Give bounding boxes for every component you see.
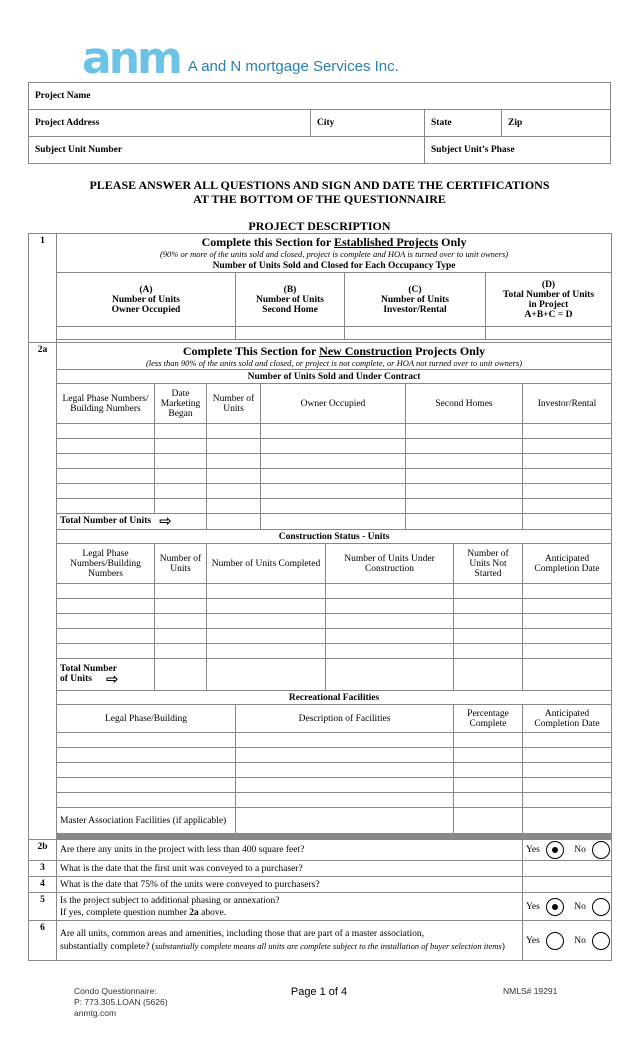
zip-field[interactable]: Zip bbox=[502, 110, 611, 137]
rec-col-percentage: Percentage Complete bbox=[454, 705, 523, 733]
question-6-yes-radio[interactable] bbox=[546, 932, 564, 950]
logo-mark: anm bbox=[82, 33, 180, 84]
question-6-text: Are all units, common areas and amenities, including those that are part of a master association, substantially complete? (substantially complete means all units are complete subject to the installation of buyer selection items) bbox=[57, 921, 523, 961]
question-3-text: What is the date that the first unit was conveyed to a purchaser? bbox=[57, 861, 523, 877]
construction-row[interactable] bbox=[29, 584, 612, 599]
footer-nmls: NMLS# 19291 bbox=[503, 986, 558, 996]
section-1-heading: Complete this Section for Established Projects Only (90% or more of the units sold and closed, project is complete and HOA is turned over to unit owners) Number of Units Sold and Closed for Each Occupancy Type bbox=[57, 234, 612, 273]
footer-page-number: Page 1 of 4 bbox=[290, 986, 348, 998]
col-c-investor-rental: (C) Number of Units Investor/Rental bbox=[345, 273, 486, 327]
question-6-answer: Yes No bbox=[523, 921, 612, 961]
input-a[interactable] bbox=[57, 327, 236, 340]
question-4-text: What is the date that 75% of the units were conveyed to purchasers? bbox=[57, 877, 523, 893]
input-d[interactable] bbox=[486, 327, 612, 340]
construction-row[interactable] bbox=[29, 644, 612, 659]
question-6-no-radio[interactable] bbox=[592, 932, 610, 950]
recreational-row[interactable] bbox=[29, 733, 612, 748]
master-association-label: Master Association Facilities (if applicable) bbox=[57, 808, 236, 834]
recreational-row[interactable] bbox=[29, 748, 612, 763]
input-b[interactable] bbox=[236, 327, 345, 340]
recreational-row[interactable] bbox=[29, 793, 612, 808]
company-logo bbox=[82, 33, 399, 84]
city-field[interactable]: City bbox=[311, 110, 425, 137]
col-b-second-home: (B) Number of Units Second Home bbox=[236, 273, 345, 327]
cons-col-completion-date: Anticipated Completion Date bbox=[523, 544, 612, 584]
sold-total-units[interactable] bbox=[207, 514, 261, 530]
sold-col-legal-phase: Legal Phase Numbers/ Building Numbers bbox=[57, 384, 155, 424]
question-6: 6 Are all units, common areas and amenities, including those that are part of a master association, substantially complete? (substantially complete means all units are complete subject to the installation of buyer selection items) Yes No bbox=[29, 921, 612, 961]
sold-row[interactable] bbox=[29, 424, 612, 439]
sold-col-owner-occupied: Owner Occupied bbox=[261, 384, 406, 424]
sold-row[interactable] bbox=[29, 469, 612, 484]
cons-col-number-units: Number of Units bbox=[155, 544, 207, 584]
question-5: 5 Is the project subject to additional phasing or annexation? If yes, complete question number 2a above. Yes No bbox=[29, 893, 612, 921]
project-name-field[interactable]: Project Name bbox=[29, 83, 611, 110]
state-field[interactable]: State bbox=[425, 110, 502, 137]
project-address-field[interactable]: Project Address bbox=[29, 110, 311, 137]
question-5-yes-radio[interactable] bbox=[546, 898, 564, 916]
question-5-text: Is the project subject to additional phasing or annexation? If yes, complete question number 2a above. bbox=[57, 893, 523, 921]
subject-unit-phase-field[interactable]: Subject Unit’s Phase bbox=[425, 137, 611, 164]
question-2b-answer: Yes No bbox=[523, 840, 612, 861]
recreational-row[interactable] bbox=[29, 763, 612, 778]
question-5-answer: Yes No bbox=[523, 893, 612, 921]
instructions-line1: PLEASE ANSWER ALL QUESTIONS AND SIGN AND DATE THE CERTIFICATIONS bbox=[89, 178, 550, 192]
sold-row[interactable] bbox=[29, 439, 612, 454]
instructions bbox=[28, 178, 611, 206]
section-2a-note: (less than 90% of the units sold and closed, or project is not complete, or HOA not turned over to unit owners) bbox=[145, 358, 523, 368]
section-2a-number: 2a bbox=[29, 343, 57, 840]
rec-col-completion-date: Anticipated Completion Date bbox=[523, 705, 612, 733]
sold-col-number-units: Number of Units bbox=[207, 384, 261, 424]
project-header-table bbox=[28, 82, 611, 164]
rec-col-description: Description of Facilities bbox=[236, 705, 454, 733]
construction-row[interactable] bbox=[29, 599, 612, 614]
construction-total-units[interactable] bbox=[155, 659, 207, 691]
question-3: 3 What is the date that the first unit was conveyed to a purchaser? bbox=[29, 861, 612, 877]
sold-under-contract-title: Number of Units Sold and Under Contract bbox=[57, 370, 612, 384]
cons-col-completed: Number of Units Completed bbox=[207, 544, 326, 584]
sold-row[interactable] bbox=[29, 454, 612, 469]
subject-unit-number-field[interactable]: Subject Unit Number bbox=[29, 137, 425, 164]
recreational-row[interactable] bbox=[29, 778, 612, 793]
project-description-title: PROJECT DESCRIPTION bbox=[248, 219, 391, 233]
section-1-number: 1 bbox=[29, 234, 57, 343]
question-5-no-radio[interactable] bbox=[592, 898, 610, 916]
question-2b-yes-radio[interactable] bbox=[546, 841, 564, 859]
section-2a-heading: Complete This Section for New Construction Projects Only (less than 90% of the units sold and closed, or project is not complete, or HOA not turned over to unit owners) bbox=[57, 343, 612, 370]
question-2b: 2b Are there any units in the project with less than 400 square feet? Yes No bbox=[29, 840, 612, 861]
sold-row[interactable] bbox=[29, 499, 612, 514]
question-3-answer-field[interactable] bbox=[523, 861, 612, 877]
construction-row[interactable] bbox=[29, 614, 612, 629]
right-arrow-icon: ⇨ bbox=[159, 512, 172, 531]
sold-col-second-homes: Second Homes bbox=[406, 384, 523, 424]
cons-col-under-construction: Number of Units Under Construction bbox=[326, 544, 454, 584]
recreational-facilities-title: Recreational Facilities bbox=[57, 691, 612, 705]
cons-col-not-started: Number of Units Not Started bbox=[454, 544, 523, 584]
right-arrow-icon: ⇨ bbox=[105, 670, 119, 689]
input-c[interactable] bbox=[345, 327, 486, 340]
cons-col-legal-phase: Legal Phase Numbers/Building Numbers bbox=[57, 544, 155, 584]
construction-total-label: Total Number of Units ⇨ bbox=[57, 659, 155, 691]
col-a-owner-occupied: (A) Number of Units Owner Occupied bbox=[57, 273, 236, 327]
sold-col-date-marketing: Date Marketing Began bbox=[155, 384, 207, 424]
question-2b-text: Are there any units in the project with less than 400 square feet? bbox=[57, 840, 523, 861]
sold-row[interactable] bbox=[29, 484, 612, 499]
question-4-answer-field[interactable] bbox=[523, 877, 612, 893]
col-d-total-units: (D) Total Number of Units in Project A+B+C = D bbox=[486, 273, 612, 327]
section-1-subtitle: Number of Units Sold and Closed for Each Occupancy Type bbox=[212, 261, 456, 271]
project-description-table bbox=[28, 233, 612, 961]
question-2b-no-radio[interactable] bbox=[592, 841, 610, 859]
construction-status-title: Construction Status - Units bbox=[57, 530, 612, 544]
rec-col-legal-phase: Legal Phase/Building bbox=[57, 705, 236, 733]
sold-col-investor-rental: Investor/Rental bbox=[523, 384, 612, 424]
instructions-line2: AT THE BOTTOM OF THE QUESTIONNAIRE bbox=[193, 192, 446, 206]
section-1-note: (90% or more of the units sold and closed, project is complete and HOA is turned over to unit owners) bbox=[159, 249, 509, 259]
footer-contact: Condo Questionnaire: P: 773.305.LOAN (5626) anmtg.com bbox=[74, 986, 168, 1018]
question-4: 4 What is the date that 75% of the units were conveyed to purchasers? bbox=[29, 877, 612, 893]
company-name: A and N mortgage Services Inc. bbox=[187, 57, 399, 75]
construction-row[interactable] bbox=[29, 629, 612, 644]
sold-total-label: Total Number of Units ⇨ bbox=[57, 514, 207, 530]
